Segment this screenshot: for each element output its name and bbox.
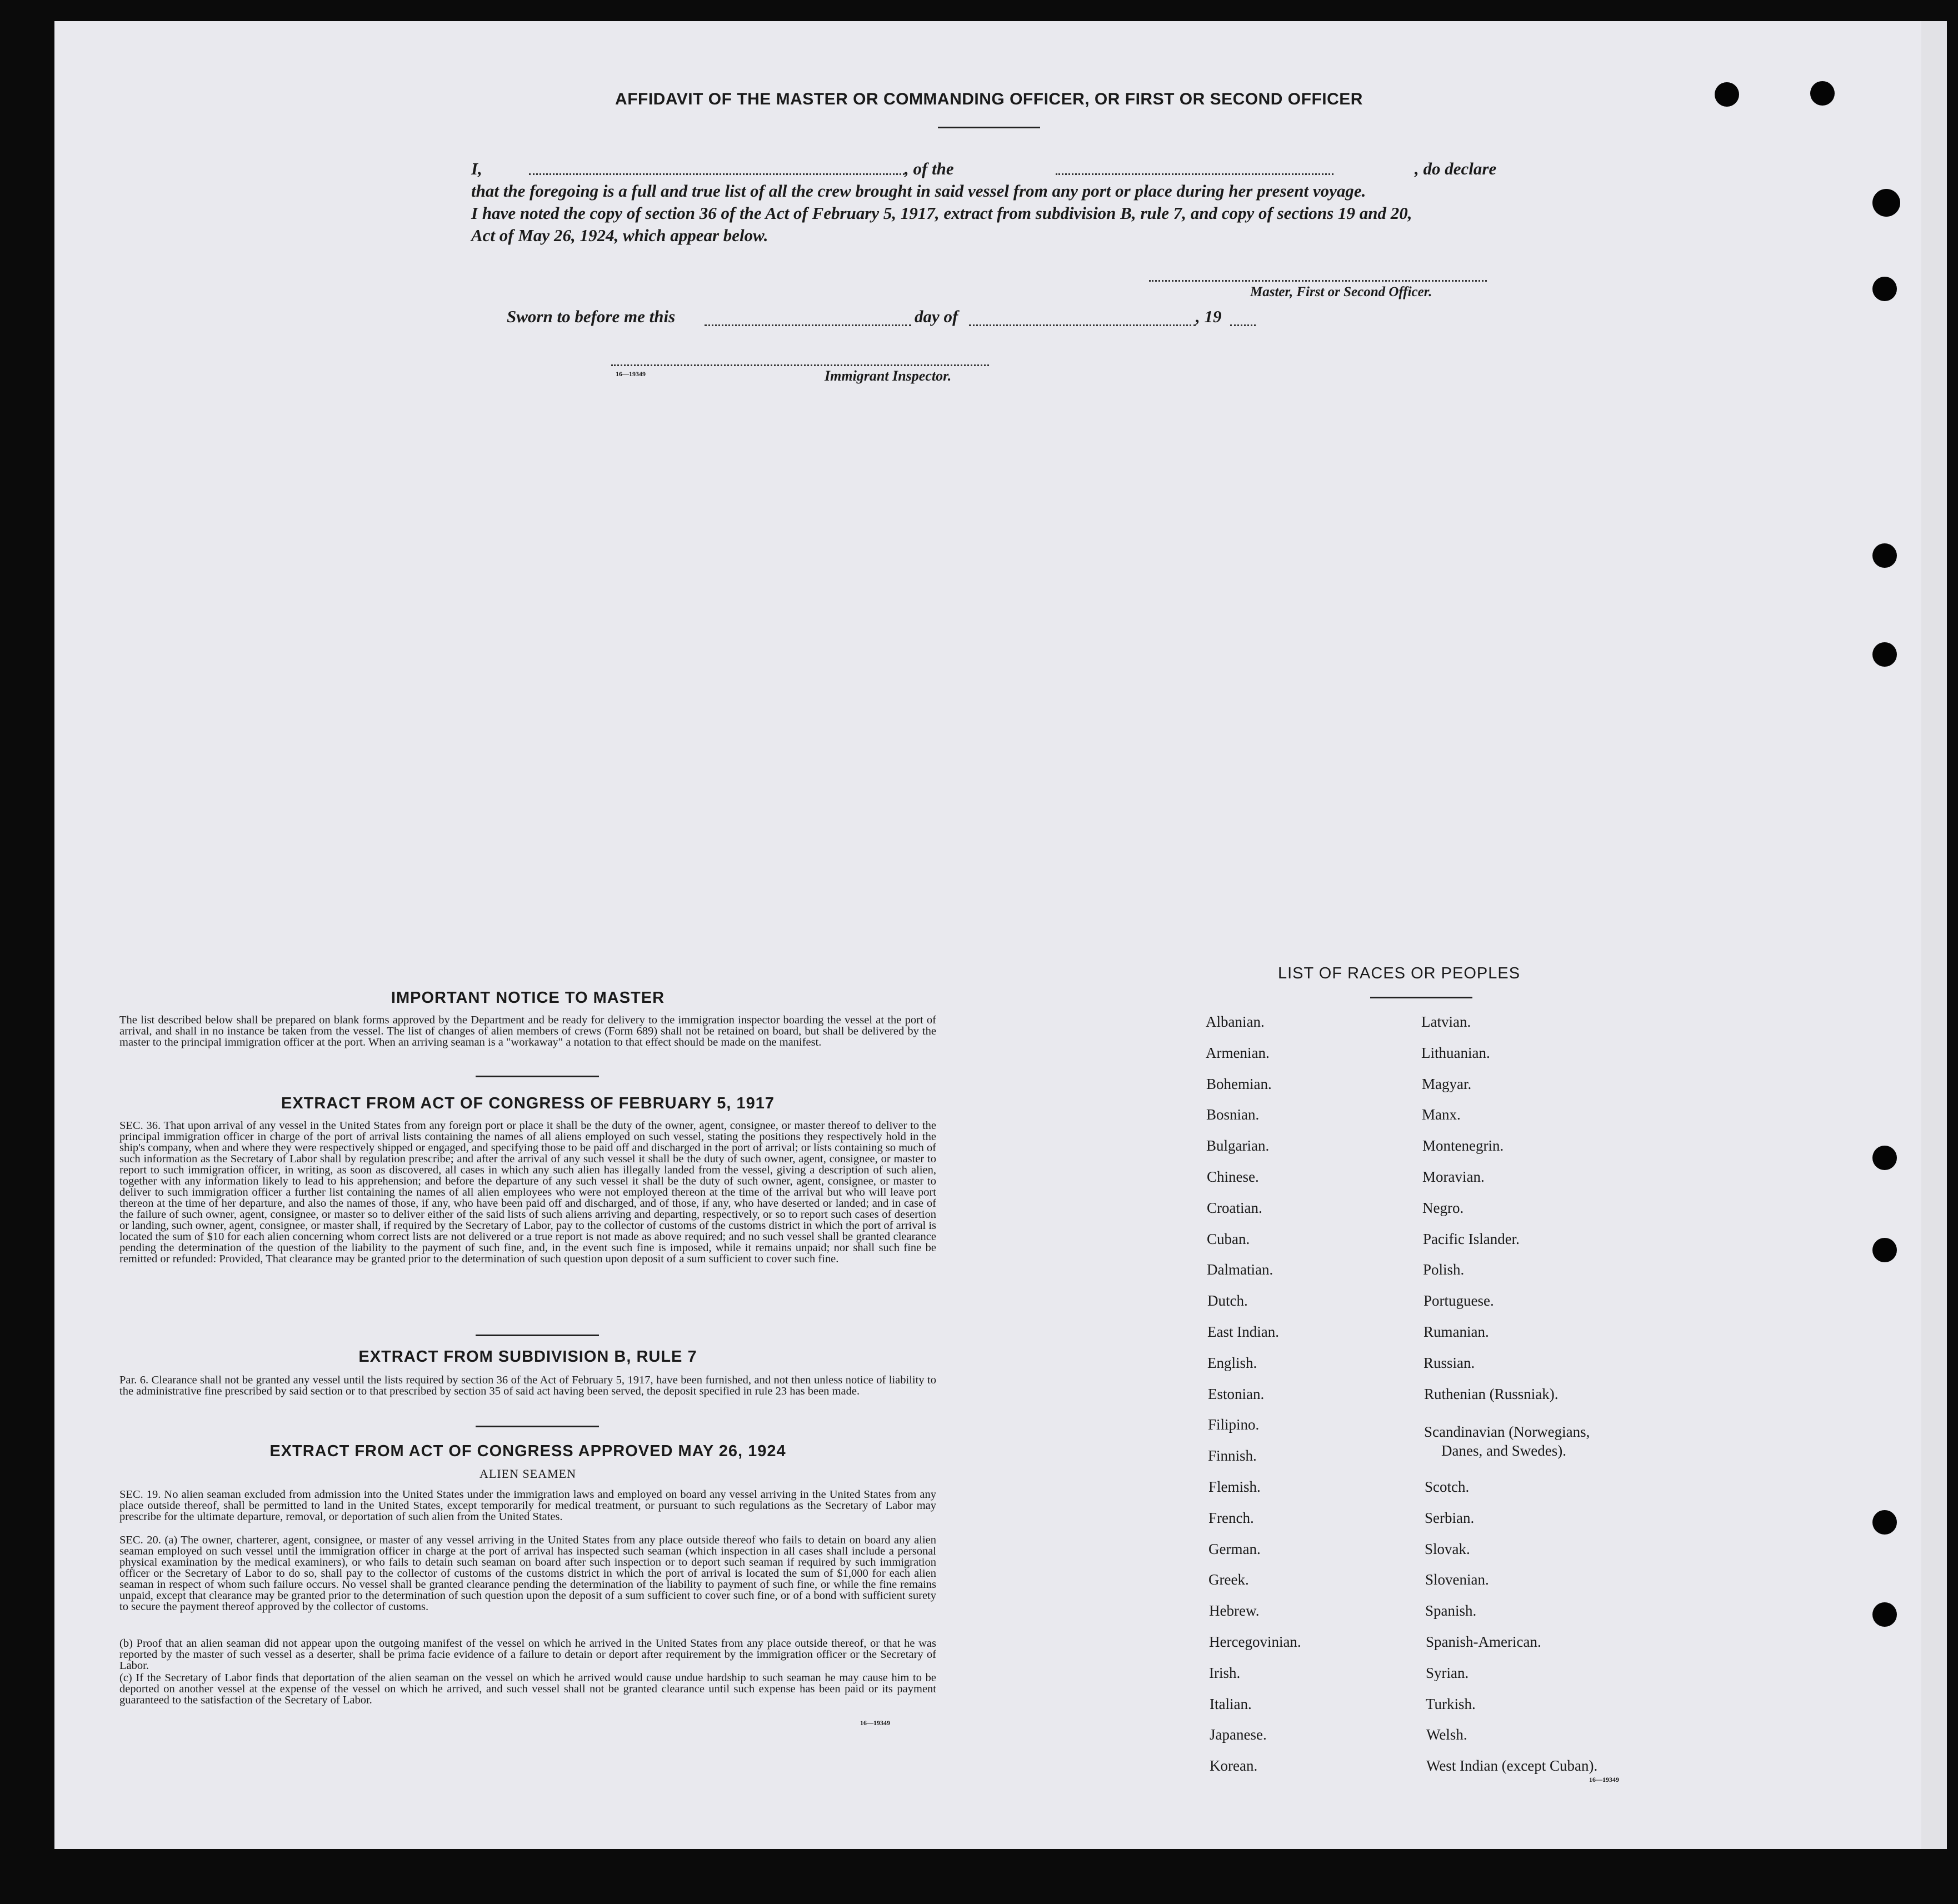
sec20c-text: (c) If the Secretary of Labor finds that deportation of the alien seaman on the vessel on which he arrived would cause undue hardship to such seaman he may cause him to be deported on another vessel at the expense of the vessel on which he arrived, and such vessel shall not be granted clearance until such expense has been paid or its payment guaranteed to the satisfaction of the Secretary of Labor. (119, 1672, 936, 1706)
race-item: French. (1208, 1510, 1254, 1526)
affidavit-line-4: Act of May 26, 1924, which appear below. (471, 226, 768, 245)
sworn-date-field[interactable] (705, 324, 911, 326)
punch-hole (1872, 277, 1897, 301)
race-item: Turkish. (1426, 1696, 1476, 1712)
affidavit-line-2: that the foregoing is a full and true list of all the crew brought in said vessel from any port or place during her present voyage. (471, 181, 1366, 201)
extract-1924-title: EXTRACT FROM ACT OF CONGRESS APPROVED MAY 26, 1924 (269, 1442, 786, 1460)
race-item: Bulgarian. (1206, 1137, 1270, 1154)
race-item: Scandinavian (Norwegians, (1424, 1423, 1590, 1440)
affidavit-line-3: I have noted the copy of section 36 of the Act of February 5, 1917, extract from subdivision B, rule 7, and copy of sections 19 and 20, (471, 203, 1412, 223)
race-item: Polish. (1423, 1261, 1465, 1278)
form-number: 16—19349 (616, 370, 646, 378)
race-item: Portuguese. (1423, 1292, 1494, 1309)
race-item: Ruthenian (Russniak). (1424, 1386, 1559, 1402)
sworn-prefix: Sworn to before me this (507, 307, 676, 326)
race-item: Moravian. (1422, 1168, 1485, 1185)
inspector-signature-field[interactable] (611, 364, 989, 366)
title-underline (938, 127, 1040, 128)
race-item: Cuban. (1207, 1231, 1250, 1247)
affidavit-title: AFFIDAVIT OF THE MASTER OR COMMANDING OFFICER, OR FIRST OR SECOND OFFICER (615, 90, 1363, 108)
declarant-i: I, (471, 159, 482, 178)
punch-hole (1872, 642, 1897, 667)
sworn-line (507, 307, 1262, 329)
punch-hole (1810, 81, 1835, 106)
do-declare-text: , do declare (1415, 159, 1497, 178)
race-item: Welsh. (1426, 1726, 1467, 1743)
race-item: Chinese. (1207, 1168, 1259, 1185)
sworn-year-field[interactable] (1230, 324, 1256, 326)
punch-hole (1872, 189, 1900, 217)
race-item: Finnish. (1208, 1447, 1257, 1464)
race-item: Dalmatian. (1207, 1261, 1273, 1278)
races-title-underline (1370, 997, 1472, 998)
race-item: Spanish. (1425, 1602, 1477, 1619)
race-item: Manx. (1422, 1106, 1461, 1123)
of-the-text: , of the (905, 159, 954, 178)
races-title: LIST OF RACES OR PEOPLES (1278, 965, 1521, 982)
race-item: Slovenian. (1425, 1571, 1489, 1588)
race-item: Italian. (1210, 1696, 1252, 1712)
extract-rule7-text: Par. 6. Clearance shall not be granted any vessel until the lists required by section 36 of the Act of February 5, 1917, have been furnished, and not then unless notice of liability to the administrative fine prescribed by said section or to that prescribed by section 35 of said act having been served, the deposit specified in rule 23 has been made. (119, 1374, 936, 1397)
punch-hole (1872, 1510, 1897, 1535)
race-item: Montenegrin. (1422, 1137, 1504, 1154)
section-divider (476, 1426, 599, 1427)
race-item: Rumanian. (1423, 1323, 1489, 1340)
race-item: Danes, and Swedes). (1441, 1442, 1566, 1459)
affidavit-line-1 (471, 159, 1510, 179)
race-item: Russian. (1423, 1355, 1475, 1371)
declarant-name-field[interactable] (529, 173, 905, 175)
race-item: Serbian. (1425, 1510, 1475, 1526)
race-item: Bohemian. (1206, 1076, 1272, 1092)
race-item: Albanian. (1206, 1013, 1265, 1030)
punch-hole (1872, 543, 1897, 568)
inspector-label: Immigrant Inspector. (825, 368, 952, 384)
race-item: Korean. (1210, 1757, 1258, 1774)
page-edge (1921, 21, 1947, 1849)
race-item: Hebrew. (1209, 1602, 1260, 1619)
punch-hole (1872, 1146, 1897, 1170)
race-item: Flemish. (1208, 1478, 1261, 1495)
race-item: Irish. (1209, 1665, 1241, 1681)
race-item: Latvian. (1421, 1013, 1471, 1030)
vessel-name-field[interactable] (1056, 173, 1333, 175)
alien-seamen-subtitle: ALIEN SEAMEN (479, 1467, 576, 1481)
race-item: Scotch. (1425, 1478, 1470, 1495)
sworn-day-of: day of (915, 307, 958, 326)
race-item: Estonian. (1208, 1386, 1265, 1402)
extract-1917-title: EXTRACT FROM ACT OF CONGRESS OF FEBRUARY 5, 1917 (281, 1095, 775, 1112)
notice-title: IMPORTANT NOTICE TO MASTER (391, 989, 665, 1007)
race-item: Dutch. (1207, 1292, 1248, 1309)
punch-hole (1872, 1602, 1897, 1627)
race-item: Armenian. (1206, 1045, 1270, 1061)
race-item: Bosnian. (1206, 1106, 1260, 1123)
section-divider (476, 1335, 599, 1336)
race-item: Greek. (1208, 1571, 1249, 1588)
punch-hole (1872, 1238, 1897, 1262)
race-item: Croatian. (1207, 1200, 1262, 1216)
race-item: German. (1208, 1541, 1261, 1557)
race-item: Spanish-American. (1426, 1633, 1541, 1650)
race-item: Slovak. (1425, 1541, 1470, 1557)
section-divider (476, 1076, 599, 1077)
race-item: East Indian. (1207, 1323, 1279, 1340)
race-item: Hercegovinian. (1209, 1633, 1301, 1650)
race-item: Magyar. (1422, 1076, 1472, 1092)
race-item: English. (1207, 1355, 1257, 1371)
extract-1917-text: SEC. 36. That upon arrival of any vessel in the United States from any foreign port or place it shall be the duty of the owner, agent, consignee, or master thereof to deliver to the principal immigration officer in charge of the port of arrival lists containing the names of all aliens employed on such vessel, stating the positions they respectively hold in the ship's company, when and where they were respectively shipped or engaged, and specifying those to be paid off and discharged in the port of arrival; or lists containing so much of such information as the Secretary of Labor shall by regulation prescribe; and after the arrival of any such vessel it shall be the duty of such owner, agent, consignee, or master to report to such immigration officer, in writing, as soon as discovered, all cases in which any such alien has illegally landed from the vessel, giving a description of such alien, together with any information likely to lead to his apprehension; and before the departure of any such vessel it shall be the duty of such owner, agent, consignee, or master to deliver to such immigration officer a further list containing the names of all alien employees who were not employed thereon at the time of the arrival but who will leave port thereon at the time of her departure, and also the names of those, if any, who have been paid off and discharged, and of those, if any, who have deserted or landed; and in case of the failure of such owner, agent, consignee, or master so to deliver either of the said lists of such aliens arriving and departing, respectively, or so to report such cases of desertion or landing, such owner, agent, consignee, or master shall, if required by the Secretary of Labor, pay to the collector of customs of the customs district in which the port of arrival is located the sum of $10 for each alien concerning whom correct lists are not delivered or a true report is not made as above required; and no such vessel shall be granted clearance pending the determination of the question of the liability to the payment of such fine, and, in the event such fine is imposed, while it remains unpaid; nor shall such fine be remitted or refunded: Provided, That clearance may be granted prior to the determination of such question upon deposit of a sum sufficient to cover such fine. (119, 1120, 936, 1265)
signature-label: Master, First or Second Officer. (1250, 284, 1432, 299)
race-item: Japanese. (1210, 1726, 1267, 1743)
notice-text: The list described below shall be prepared on blank forms approved by the Department and be ready for delivery to the immigration inspector boarding the vessel at the port of arrival, and shall in no instance be taken from the vessel. The list of changes of alien members of crews (Form 689) shall not be retained on board, but shall be delivered by the master to the principal immigration officer at the port. When an arriving seaman is a "workaway" a notation to that effect should be made on the manifest. (119, 1014, 936, 1048)
sworn-month-field[interactable] (969, 324, 1196, 326)
extract-rule7-title: EXTRACT FROM SUBDIVISION B, RULE 7 (358, 1348, 697, 1366)
race-item: Syrian. (1426, 1665, 1469, 1681)
race-item: Pacific Islander. (1423, 1231, 1520, 1247)
race-item: West Indian (except Cuban). (1426, 1757, 1598, 1774)
punch-hole (1715, 82, 1739, 107)
sec19-text: SEC. 19. No alien seaman excluded from admission into the United States under the immigration laws and employed on board any vessel arriving in the United States from any place outside thereof, shall be permitted to land in the United States, except temporarily for medical treatment, or pursuant to such regulations as the Secretary of Labor may prescribe for the ultimate departure, removal, or deportation of such alien from the United States. (119, 1488, 936, 1523)
sec20a-text: SEC. 20. (a) The owner, charterer, agent, consignee, or master of any vessel arriving in the United States from any place outside thereof who fails to detain on board any alien seaman employed on such vessel until the immigration officer in charge at the port of arrival has inspected such seaman (which inspection in all cases shall include a personal physical examination by the medical examiners), or who fails to detain such seaman on board after such inspection or to deport such seaman if required by such immigration officer or the Secretary of Labor to do so, shall pay to the collector of customs of the customs district in which the port of arrival is located the sum of $1,000 for each alien seaman in respect of whom such failure occurs. No vessel shall be granted clearance pending the determination of the liability to payment of such fine, or while the fine remains unpaid, except that clearance may be granted prior to the determination of such question upon the deposit of a sum sufficient to cover such fine, or of a bond with sufficient surety to secure the payment thereof approved by the collector of customs. (119, 1534, 936, 1613)
form-number: 16—19349 (860, 1719, 890, 1727)
form-number: 16—19349 (1589, 1776, 1619, 1783)
sworn-year: , 19 (1196, 307, 1222, 326)
sec20b-text: (b) Proof that an alien seaman did not appear upon the outgoing manifest of the vessel on which he arrived in the United States from any place outside thereof, or that he was reported by the master of such vessel as a deserter, shall be prima facie evidence of a failure to detain or deport after requirement by the immigration officer or the Secretary of Labor. (119, 1637, 936, 1672)
race-item: Lithuanian. (1421, 1045, 1490, 1061)
race-item: Negro. (1422, 1200, 1464, 1216)
race-item: Filipino. (1208, 1416, 1260, 1433)
signature-field[interactable] (1149, 280, 1487, 282)
